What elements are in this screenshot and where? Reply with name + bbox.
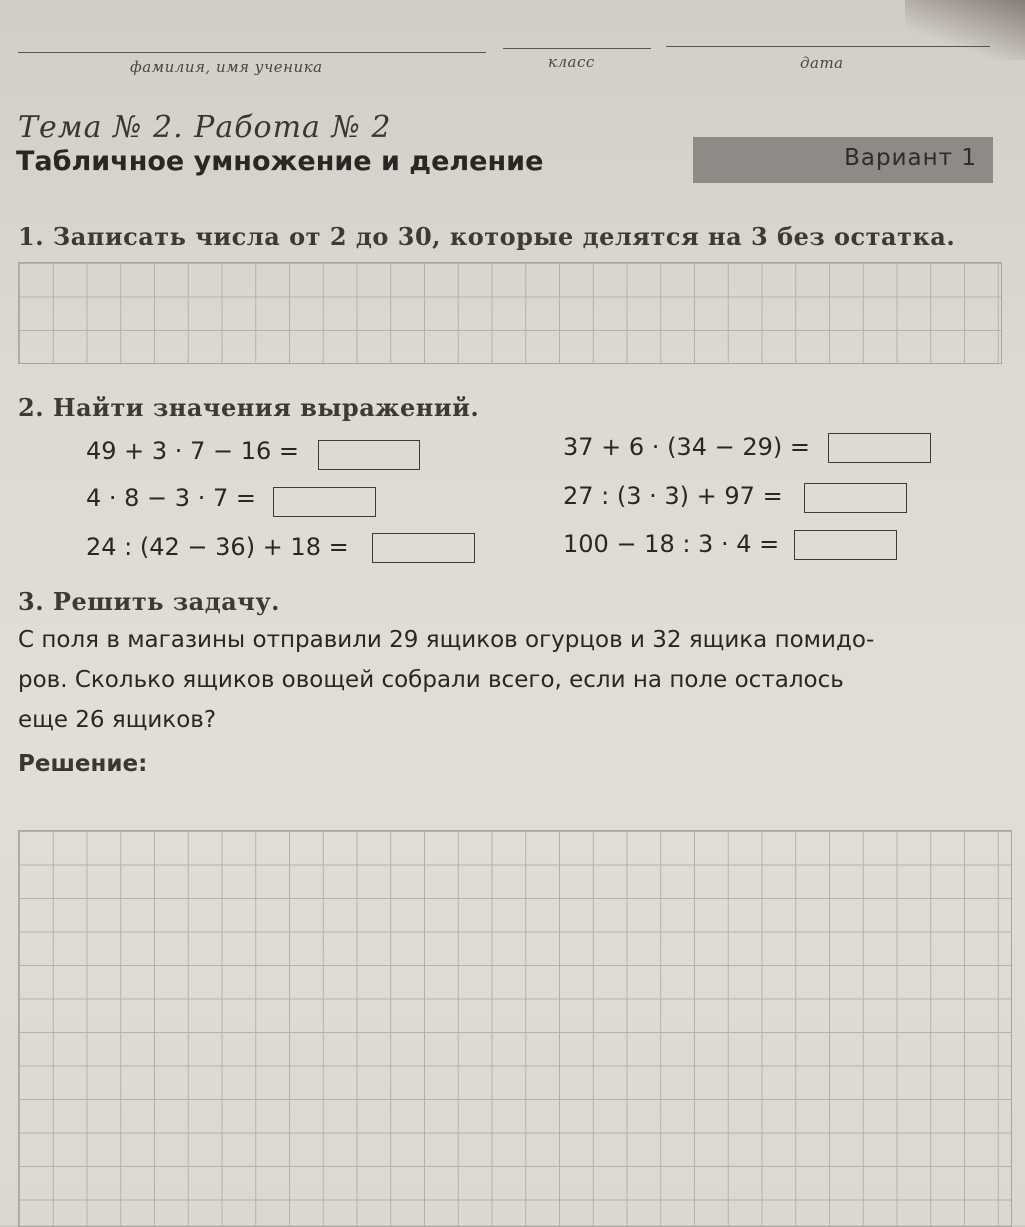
answer-box-5[interactable] <box>804 483 907 513</box>
class-line[interactable] <box>503 48 651 49</box>
task-3-text: 3. Решить задачу. <box>18 587 281 616</box>
answer-box-6[interactable] <box>794 530 897 560</box>
word-problem <box>18 620 1008 740</box>
answer-box-2[interactable] <box>273 487 376 517</box>
student-name-caption: фамилия, имя ученика <box>130 58 323 76</box>
task-1-text: 1. Записать числа от 2 до 30, которые делятся на 3 без остатка. <box>18 222 956 251</box>
date-caption: дата <box>800 54 844 72</box>
date-line[interactable] <box>666 46 990 47</box>
expression-6: 100 − 18 : 3 · 4 = <box>563 530 780 558</box>
problem-line-3: еще 26 ящиков? <box>18 707 217 733</box>
solution-grid[interactable] <box>18 830 1012 1227</box>
answer-box-1[interactable] <box>318 440 420 470</box>
expression-1: 49 + 3 · 7 − 16 = <box>86 437 299 465</box>
expression-3: 24 : (42 − 36) + 18 = <box>86 533 349 561</box>
problem-line-2: ров. Сколько ящиков овощей собрали всего, если на поле осталось <box>18 667 844 693</box>
task-2-text: 2. Найти значения выражений. <box>18 393 480 422</box>
answer-box-3[interactable] <box>372 533 475 563</box>
variant-banner <box>693 137 993 183</box>
expression-5: 27 : (3 · 3) + 97 = <box>563 482 783 510</box>
expression-2: 4 · 8 − 3 · 7 = <box>86 484 256 512</box>
answer-box-4[interactable] <box>828 433 931 463</box>
problem-line-1: С поля в магазины отправили 29 ящиков огурцов и 32 ящика помидо- <box>18 627 875 653</box>
topic-heading: Тема № 2. Работа № 2 <box>18 110 392 145</box>
task-1-answer-grid[interactable] <box>18 262 1002 364</box>
solution-label: Решение: <box>18 751 148 777</box>
student-name-line[interactable] <box>18 52 486 53</box>
variant-label: Вариант 1 <box>844 145 977 171</box>
class-caption: класс <box>548 53 595 71</box>
expression-4: 37 + 6 · (34 − 29) = <box>563 433 810 461</box>
page-title: Табличное умножение и деление <box>16 146 544 177</box>
